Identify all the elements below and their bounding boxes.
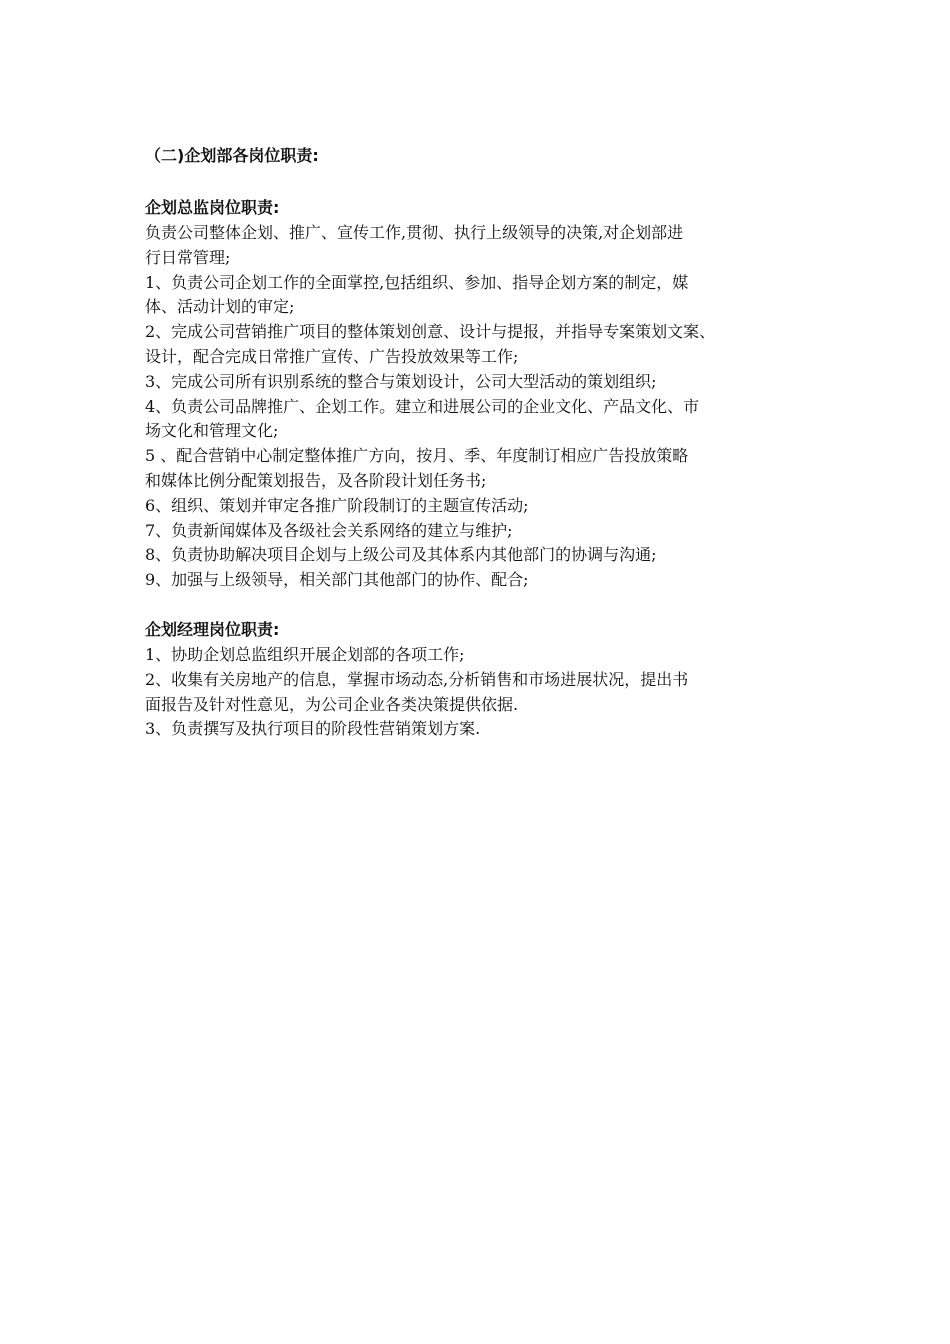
director-heading: 企划总监岗位职责: xyxy=(145,198,280,217)
manager-heading: 企划经理岗位职责: xyxy=(145,619,280,639)
director-line: 和媒体比例分配策划报告，及各阶段计划任务书; xyxy=(145,470,487,490)
director-line: 体、活动计划的审定; xyxy=(145,297,295,317)
director-line: 设计，配合完成日常推广宣传、广告投放效果等工作; xyxy=(145,346,519,366)
director-line: 5 、配合营销中心制定整体推广方向，按月、季、年度制订相应广告投放策略 xyxy=(145,446,689,466)
spacer xyxy=(145,593,825,617)
director-line: 行日常管理; xyxy=(145,247,231,267)
manager-line: 面报告及针对性意见，为公司企业各类决策提供依据. xyxy=(145,694,519,714)
manager-line: 1、协助企划总监组织开展企划部的各项工作; xyxy=(145,644,465,664)
director-line: 场文化和管理文化; xyxy=(145,421,279,441)
document-content xyxy=(145,143,825,742)
director-line: 9、加强与上级领导，相关部门其他部门的协作、配合; xyxy=(145,570,529,590)
director-line: 3、完成公司所有识别系统的整合与策划设计，公司大型活动的策划组织; xyxy=(145,371,657,391)
director-line: 7、负责新闻媒体及各级社会关系网络的建立与维护; xyxy=(145,520,513,540)
director-line: 6、组织、策划并审定各推广阶段制订的主题宣传活动; xyxy=(145,495,529,515)
director-duties xyxy=(145,221,825,593)
manager-duties xyxy=(145,643,825,742)
manager-line: 2、收集有关房地产的信息，掌握市场动态,分析销售和市场进展状况，提出书 xyxy=(145,669,689,689)
director-line: 4、负责公司品牌推广、企划工作。建立和进展公司的企业文化、产品文化、市 xyxy=(145,396,700,416)
director-line: 1、负责公司企划工作的全面掌控,包括组织、参加、指导企划方案的制定，媒 xyxy=(145,272,689,292)
director-line: 负责公司整体企划、推广、宣传工作,贯彻、执行上级领导的决策,对企划部进 xyxy=(145,223,684,242)
director-line: 2、完成公司营销推广项目的整体策划创意、设计与提报，并指导专案策划文案、 xyxy=(145,322,716,342)
manager-line: 3、负责撰写及执行项目的阶段性营销策划方案. xyxy=(145,719,481,739)
section-title: （二)企划部各岗位职责: xyxy=(145,146,319,165)
director-line: 8、负责协助解决项目企划与上级公司及其体系内其他部门的协调与沟通; xyxy=(145,545,657,565)
spacer xyxy=(145,169,825,195)
